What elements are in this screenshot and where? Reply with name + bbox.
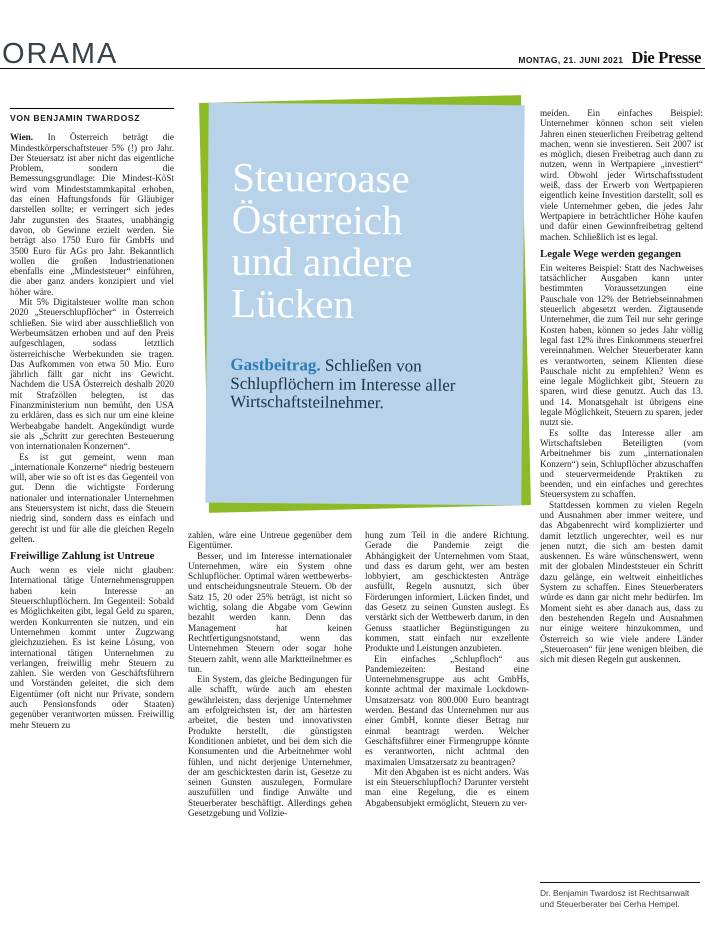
- paragraph: meiden. Ein einfaches Beispiel: Unternehmer können schon seit vielen Jahren einen steuerlichen Freibetrag geltend machen, wenn sie investieren. Seit 2007 ist es möglich, diesen Freibetrag auch dann zu nutzen, wenn in Wertpapiere „investiert“ wird. Obwohl jeder Wirtschaftsstudent weiß, dass der Erwerb von Wertpapieren eigentlich keine Investition darstellt, soll es viele Unternehmer geben, die jedes Jahr Wertpapiere in beträchtlicher Höhe kaufen und dafür einen Gewinnfreibetrag geltend machen. Schließlich ist es legal.: [540, 108, 703, 242]
- subheading: Legale Wege werden gegangen: [540, 247, 682, 260]
- author-bio: Dr. Benjamin Twardosz ist Rechtsanwalt und Steuerberater bei Cerha Hempel.: [540, 882, 700, 910]
- paragraph: Es ist gut gemeint, wenn man „internationale Konzerne“ niedrig besteuern will, aber wie so oft ist es das Gegenteil von gut. Denn die wichtigste Forderung nationaler und internationaler Unternehmen ans Steuersystem ist nicht, dass die Steuern niedrig sind, sondern dass es einfach und gerecht ist und für alle die gleichen Regeln gelten.: [10, 451, 174, 544]
- subheading: Freiwillige Zahlung ist Untreue: [10, 550, 155, 563]
- header-right: [518, 48, 701, 68]
- paragraph: hung zum Teil in die andere Richtung. Gerade die Pandemie zeigt die Abhängigkeit der Unternehmen vom Staat, und dass es darum geht, wer am besten lobbyiert, am geschicktesten Anträge ausfüllt, Regeln ausnutzt, sich über Förderungen informiert, Lücken findet, und das Gesetz zu seinen Gunsten auslegt. Es verstärkt sich der Wettbewerb darum, in den Genuss staatlicher Begünstigungen zu kommen, statt einfach nur exzellente Produkte und Leistungen anzubieten.: [365, 530, 529, 654]
- kicker-label: Gastbeitrag.: [230, 354, 321, 375]
- article-column-1: [10, 108, 174, 730]
- paragraph: zahlen, wäre eine Untreue gegenüber dem Eigentümer.: [188, 530, 352, 551]
- article-title: [230, 153, 413, 327]
- article-column-2: [188, 530, 352, 818]
- paragraph: Es sollte das Interesse aller am Wirtschaftsleben Beteiligten (vom Arbeitnehmer bis zum „internationalen Konzern“) sein, Schlupflöcher abzuschaffen und steuervermeidende Praktiken zu beenden, und ein einfaches und gerechtes Steuersystem zu schaffen.: [540, 427, 703, 500]
- paragraph: Stattdessen kommen zu vielen Regeln und Ausnahmen aber immer weitere, und das Abgabenrecht wird komplizierter und damit letztlich ungerechter, weil es nur jenen nutzt, die sich am besten damit auskennen. Es wäre wünschenswert, wenn mit der globalen Mindeststeuer ein Schritt dazu gelänge, ein weltweit einheitliches System zu schaffen. Eines Steuerberaters würde es dann gar nicht mehr bedürfen. Im Moment sieht es aber danach aus, dass zu den bestehenden Regeln und Ausnahmen nur einige weitere hinzukommen, und Österreich so wie viele andere Länder „Steueroasen“ für jene wenigen bleiben, die sich mit diesen Regeln gut auskennen.: [540, 499, 703, 665]
- article-subtitle: [230, 356, 508, 414]
- paragraph: Ein weiteres Beispiel: Statt des Nachweises tatsächlicher Ausgaben kann unter bestimmten Voraussetzungen eine Pauschale von 12% der Betriebseinnahmen steuerlich abgesetzt werden. Zigtausende Unternehmer, die zum Teil nur sehr geringe Kosten haben, können so jedes Jahr völlig legal fast 12% ihres Einkommens steuerfrei vereinnahmen. Welcher Steuerberater kann es verantworten, seinem Klienten diese Pauschale nicht zu empfehlen? Wenn es eine legale Möglichkeit gibt, Steuern zu sparen, wird diese genutzt. Auch das 13. und 14. Monatsgehalt ist übrigens eine legale Möglichkeit, Steuern zu sparen, jeder nutzt sie.: [540, 262, 703, 428]
- title-line-4: Lücken: [230, 279, 355, 327]
- paragraph: Ein einfaches „Schlupfloch“ aus Pandemiezeiten: Bestand eine Unternehmensgruppe aus acht GmbHs, konnte achtmal der maximale Lockdown-Umsatzersatz von 800.000 Euro beantragt werden. Bestand das Unternehmen nur aus einer GmbH, konnte dieser Betrag nur einmal beantragt werden. Welcher Geschäftsführer einer Firmengruppe könnte es verantworten, nicht achtmal den maximalen Umsatzersatz zu beantragen?: [365, 653, 529, 767]
- subtitle-text: Schließen von Schlupflöchern im Interesse aller Wirtschaftsteilnehmer.: [230, 355, 456, 413]
- paragraph: [10, 132, 174, 297]
- article-column-4: [540, 108, 703, 664]
- paragraph: Mit 5% Digitalsteuer wollte man schon 2020 „Steuerschlupflöcher“ in Österreich schließen. Sie wird aber ausschließlich von Werbeumsätzen erhoben und auf den Preis aufgeschlagen, sodass letztlich österreichische Werbekunden sie tragen. Das Aufkommen von etwa 50 Mio. Euro jährlich fällt gar nicht ins Gewicht. Nachdem die USA Österreich deshalb 2020 mit Strafzöllen belegten, ist das Finanzministerium nun bemüht, den USA zu erklären, dass es sich nur um eine kleine Werbeabgabe handelt. Angekündigt wurde sie als „Schritt zur gerechten Besteuerung von internationalen Konzernen“.: [10, 297, 174, 452]
- title-line-1: Steueroase: [231, 153, 410, 202]
- title-line-3: und andere: [231, 237, 413, 286]
- feature-card: [205, 103, 524, 506]
- paragraph: Besser, und im Interesse internationaler Unternehmen, wäre ein System ohne Schlupflöcher. Optimal wären wettbewerbs- und entscheidungsneutrale Steuern. Ob der Satz 15, 20 oder 25% beträgt, ist nicht so wichtig, solang die Abgabe vom Gewinn bezahlt werden kann. Denn das Management hat keinen Rechtfertigungsnotstand, wenn das Unternehmen Steuern oder sogar hohe Steuern zahlt, wenn alle Marktteilnehmer es tun.: [188, 550, 352, 674]
- header-rule: [0, 68, 705, 69]
- issue-date: MONTAG, 21. JUNI 2021: [518, 55, 624, 65]
- title-line-2: Österreich: [231, 195, 403, 244]
- article-column-3: [365, 530, 529, 808]
- dateline: Wien.: [10, 132, 34, 143]
- paragraph: Auch wenn es viele nicht glauben: International tätige Unternehmensgruppen haben kein Interesse an Steuerschlupflöchern. Im Gegenteil: Sobald es Möglichkeiten gibt, legal Geld zu sparen, werden Konkurrenten sie nutzen, und ein Unternehmen kommt unter Zugzwang gleichzuziehen. Es ist keine Lösung, von international tätigen Unternehmen zu verlangen, freiwillig mehr Steuern zu zahlen. Sie werden von Geschäftsführern und Vorständen geleitet, die sich dem Eigentümer (oft nicht nur Private, sondern auch Pensionsfonds oder Staaten) gegenüber verantworten müssen. Freiwillig mehr Steuern zu: [10, 565, 174, 730]
- section-title: ORAMA: [2, 38, 119, 70]
- feature-box: [200, 95, 530, 515]
- paragraph-text: In Österreich beträgt die Mindestkörperschaftsteuer 5% (!) pro Jahr. Der Steuersatz ist aber nicht das eigentliche Problem, sondern die Bemessungsgrundlage: Die Mindest-KöSt wird vom Mindeststammkapital erhoben, das einen Haftungsfonds für Gläubiger darstellen sollte; er verringert sich jedes Jahr zugunsten des Staates, unabhängig davon, ob Gewinne erzielt werden. Sie beträgt also 1750 Euro für GmbHs und 3500 Euro für AGs pro Jahr. Bekanntlich wollen die großen Industrienationen ebenfalls eine „Mindeststeuer“ einführen, die aber ganz anders konzipiert und viel höher wäre.: [10, 132, 174, 297]
- byline: VON BENJAMIN TWARDOSZ: [10, 108, 174, 123]
- paragraph: Ein System, das gleiche Bedingungen für alle schafft, würde auch am ehesten gewährleisten, dass derjenige Unternehmer am erfolgreichsten ist, der am härtesten arbeitet, die besten und innovativsten Produkte herstellt, die günstigsten Konditionen anbietet, und bei dem sich die Konsumenten und die Arbeitnehmer wohl fühlen, und nicht derjenige Unternehmer, der am geschicktesten darin ist, Gesetze zu seinen Gunsten auszulegen, Formulare auszufüllen und findige Anwälte und Steuerberater beschäftigt. Allerdings gehen Gesetzgebung und Vollzie-: [188, 674, 352, 819]
- masthead-logo: Die Presse: [631, 48, 701, 67]
- paragraph: Mit den Abgaben ist es nicht anders. Was ist ein Steuerschlupfloch? Darunter versteht man eine Regelung, die es einem Abgabensubjekt ermöglicht, Steuern zu ver-: [365, 766, 529, 808]
